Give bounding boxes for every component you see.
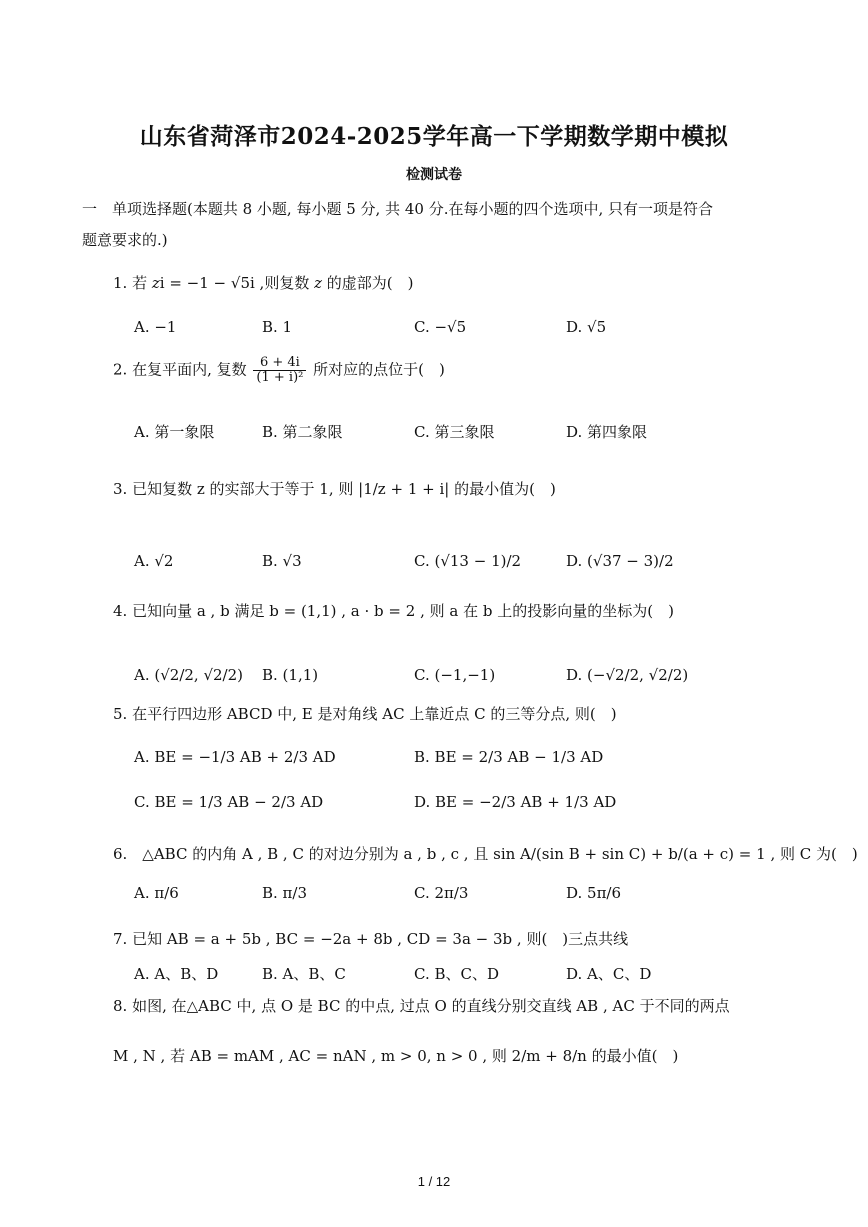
question-7-option-d: D. A、C、D [566,965,652,983]
question-2-option-c: C. 第三象限 [414,423,495,441]
question-3-stem: 3. 已知复数 z 的实部大于等于 1, 则 |1/z + 1 + i| 的最小值为( ) [113,480,556,498]
question-5-option-c: C. BE = 1/3 AB − 2/3 AD [134,793,324,811]
question-6-stem: 6. △ABC 的内角 A , B , C 的对边分别为 a , b , c , 且 sin A/(sin B + sin C) + b/(a + c) = 1 , 则 C 为( ) [113,845,858,863]
page-title: 山东省菏泽市2024-2025学年高一下学期数学期中模拟 [139,123,729,150]
question-4-stem: 4. 已知向量 a , b 满足 b = (1,1) , a · b = 2 , 则 a 在 b 上的投影向量的坐标为( ) [113,602,674,620]
question-3-option-a: A. √2 [134,552,174,570]
question-6-expression: sin A/(sin B + sin C) + b/(a + c) = 1 [493,845,766,863]
question-2-stem: 2. 在复平面内, 复数 $\frac{6 + 4i}{\text{(1 + i)²}}$ 所对应的点位于( ) [113,355,445,385]
question-2-option-d: D. 第四象限 [566,423,648,441]
section-heading-cont: 题意要求的.) [82,231,168,249]
question-4-option-c: C. (−1,−1) [414,666,496,684]
question-8-stem: 8. 如图, 在△ABC 中, 点 O 是 BC 的中点, 过点 O 的直线分别交直线 AB , AC 于不同的两点 [113,997,730,1015]
question-7-option-a: A. A、B、D [134,965,219,983]
question-6-option-a: A. π/6 [134,884,179,902]
question-1-option-a: A. −1 [134,318,177,336]
question-1-stem: 1. 若 zi = −1 − √5i ,则复数 z 的虚部为( ) [113,274,414,292]
question-2-option-a: A. 第一象限 [134,423,215,441]
question-6-option-b: B. π/3 [262,884,308,902]
question-5-option-a: A. BE = −1/3 AB + 2/3 AD [134,748,336,766]
question-1-option-b: B. 1 [262,318,293,336]
question-3-option-c: C. (√13 − 1)/2 [414,552,522,570]
question-5-stem: 5. 在平行四边形 ABCD 中, E 是对角线 AC 上靠近点 C 的三等分点, 则( ) [113,705,617,723]
question-8-stem-cont: M , N , 若 AB = mAM , AC = nAN , m > 0, n > 0 , 则 2/m + 8/n 的最小值( ) [113,1047,679,1065]
question-2-option-b: B. 第二象限 [262,423,343,441]
question-2-fraction: $\frac{6 + 4i}{\text{(1 + i)²}}$ [253,356,306,385]
question-5-option-d: D. BE = −2/3 AB + 1/3 AD [414,793,617,811]
question-3-option-b: B. √3 [262,552,302,570]
question-4-option-b: B. (1,1) [262,666,319,684]
question-1-option-c: C. −√5 [414,318,467,336]
question-3-expression: |1/z + 1 + i| [358,480,450,498]
question-4-option-d: D. (−√2/2, √2/2) [566,666,689,684]
question-6-option-d: D. 5π/6 [566,884,622,902]
question-7-option-c: C. B、C、D [414,965,500,983]
question-4-option-a: A. (√2/2, √2/2) [134,666,244,684]
question-6-option-c: C. 2π/3 [414,884,469,902]
question-7-stem: 7. 已知 AB = a + 5b , BC = −2a + 8b , CD = 3a − 3b , 则( )三点共线 [113,930,629,948]
page-subtitle: 检测试卷 [406,167,462,183]
question-7-option-b: B. A、B、C [262,965,346,983]
question-3-option-d: D. (√37 − 3)/2 [566,552,674,570]
question-1-option-d: D. √5 [566,318,607,336]
section-heading: 一 单项选择题(本题共 8 小题, 每小题 5 分, 共 40 分.在每小题的四个选项中, 只有一项是符合 [82,200,714,218]
question-5-option-b: B. BE = 2/3 AB − 1/3 AD [414,748,604,766]
page-number: 1 / 12 [417,1174,451,1189]
